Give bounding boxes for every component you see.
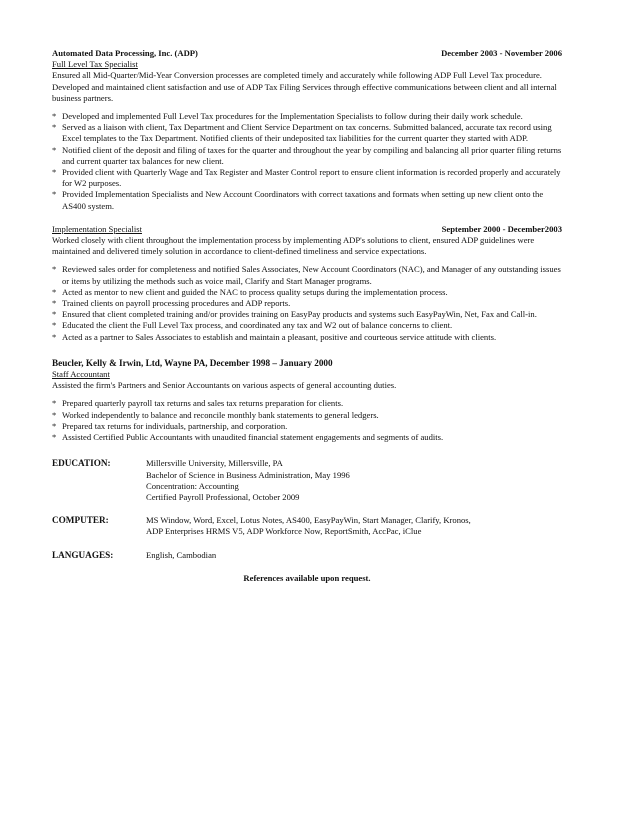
- education-line: Certified Payroll Professional, October 2009: [146, 491, 300, 502]
- job-title: Implementation Specialist: [52, 223, 142, 234]
- list-item: * Reviewed sales order for completeness and notified Sales Associates, New Account Coordinators (NAC), and Manager of any outstanding issues or items by utilizing the methods such as voice mail, Clarify and Start Manager programs.: [52, 264, 561, 286]
- list-item: * Provided Implementation Specialists and New Account Coordinators with correct taxations and formats when setting up new client onto the AS400 system.: [52, 189, 544, 211]
- education-line: Bachelor of Science in Business Administration, May 1996: [146, 469, 350, 480]
- company-name: Automated Data Processing, Inc. (ADP): [52, 48, 198, 58]
- job-summary: Ensured all Mid-Quarter/Mid-Year Conversion processes are completed timely and accurately while following ADP Full Level Tax procedure. Developed and maintained client satisfaction and use of ADP Tax Filing Services through effective communications between client and all internal business partners.: [52, 70, 557, 103]
- employment-dates: September 2000 - December2003: [441, 223, 562, 234]
- list-item: * Trained clients on payroll processing procedures and ADP reports.: [52, 298, 291, 309]
- section-label: COMPUTER:: [52, 515, 109, 526]
- job-title: Full Level Tax Specialist: [52, 59, 138, 70]
- bullet-list: [52, 264, 562, 342]
- list-item: * Worked independently to balance and reconcile monthly bank statements to general ledgers.: [52, 409, 379, 420]
- languages-section: [52, 550, 562, 561]
- education-line: Concentration: Accounting: [146, 480, 239, 491]
- section-label: LANGUAGES:: [52, 549, 114, 560]
- employment-dates: December 2003 - November 2006: [441, 48, 562, 58]
- computer-line: ADP Enterprises HRMS V5, ADP Workforce Now, ReportSmith, AccPac, iClue: [146, 526, 422, 537]
- computer-section: [52, 515, 562, 537]
- resume-page: [52, 48, 562, 583]
- bullet-list: [52, 111, 562, 212]
- list-item: * Prepared tax returns for individuals, partnership, and corporation.: [52, 420, 288, 431]
- list-item: * Ensured that client completed training and/or provides training on EasyPay products and systems such EasyPayWin, Net, Fax and Call-in.: [52, 309, 537, 320]
- list-item: * Prepared quarterly payroll tax returns and sales tax returns preparation for clients.: [52, 398, 344, 409]
- list-item: * Provided client with Quarterly Wage and Tax Register and Master Control report to ensure client information is recorded properly and accurately for W2 purposes.: [52, 167, 561, 189]
- computer-line: MS Window, Word, Excel, Lotus Notes, AS400, EasyPayWin, Start Manager, Clarify, Kronos,: [146, 515, 471, 526]
- role-header: [52, 224, 562, 235]
- references-note: References available upon request.: [243, 572, 371, 583]
- list-item: * Acted as mentor to new client and guided the NAC to process quality setups during the implementation process.: [52, 286, 448, 297]
- bullet-list: [52, 398, 562, 443]
- list-item: * Assisted Certified Public Accountants with unaudited financial statement engagements and segments of audits.: [52, 432, 444, 443]
- job-summary: Worked closely with client throughout the implementation process by implementing ADP's solutions to client, ensured ADP guidelines were maintained and delivered timely solution in accordance to client-defined timeliness and service expectations.: [52, 235, 535, 257]
- list-item: * Acted as a partner to Sales Associates to establish and maintain a pleasant, positive and courteous service attitude with clients.: [52, 331, 497, 342]
- adp-header: [52, 48, 562, 59]
- list-item: * Educated the client the Full Level Tax process, and coordinated any tax and W2 out of balance concerns to client.: [52, 320, 453, 331]
- job-summary: Assisted the firm's Partners and Senior Accountants on various aspects of general accounting duties.: [52, 380, 397, 391]
- list-item: * Developed and implemented Full Level Tax procedures for the Implementation Specialists to follow during their daily work schedule.: [52, 111, 523, 122]
- section-label: EDUCATION:: [52, 458, 111, 469]
- job-title: Staff Accountant: [52, 369, 110, 380]
- education-line: Millersville University, Millersville, PA: [146, 458, 283, 469]
- languages-value: English, Cambodian: [146, 549, 217, 560]
- employer-heading: Beucler, Kelly & Irwin, Ltd, Wayne PA, December 1998 – January 2000: [52, 357, 333, 368]
- education-section: [52, 458, 562, 503]
- list-item: * Served as a liaison with client, Tax Department and Client Service Department on tax concerns. Submitted balanced, accurate tax record using Excel templates to the Tax Department. Notified clients of their undeposited tax liabilities for the current quarter they started with ADP.: [52, 122, 552, 144]
- list-item: * Notified client of the deposit and filing of taxes for the quarter and throughout the year by compiling and balancing all prior quarter filing returns and current quarter tax balances for new client.: [52, 144, 562, 166]
